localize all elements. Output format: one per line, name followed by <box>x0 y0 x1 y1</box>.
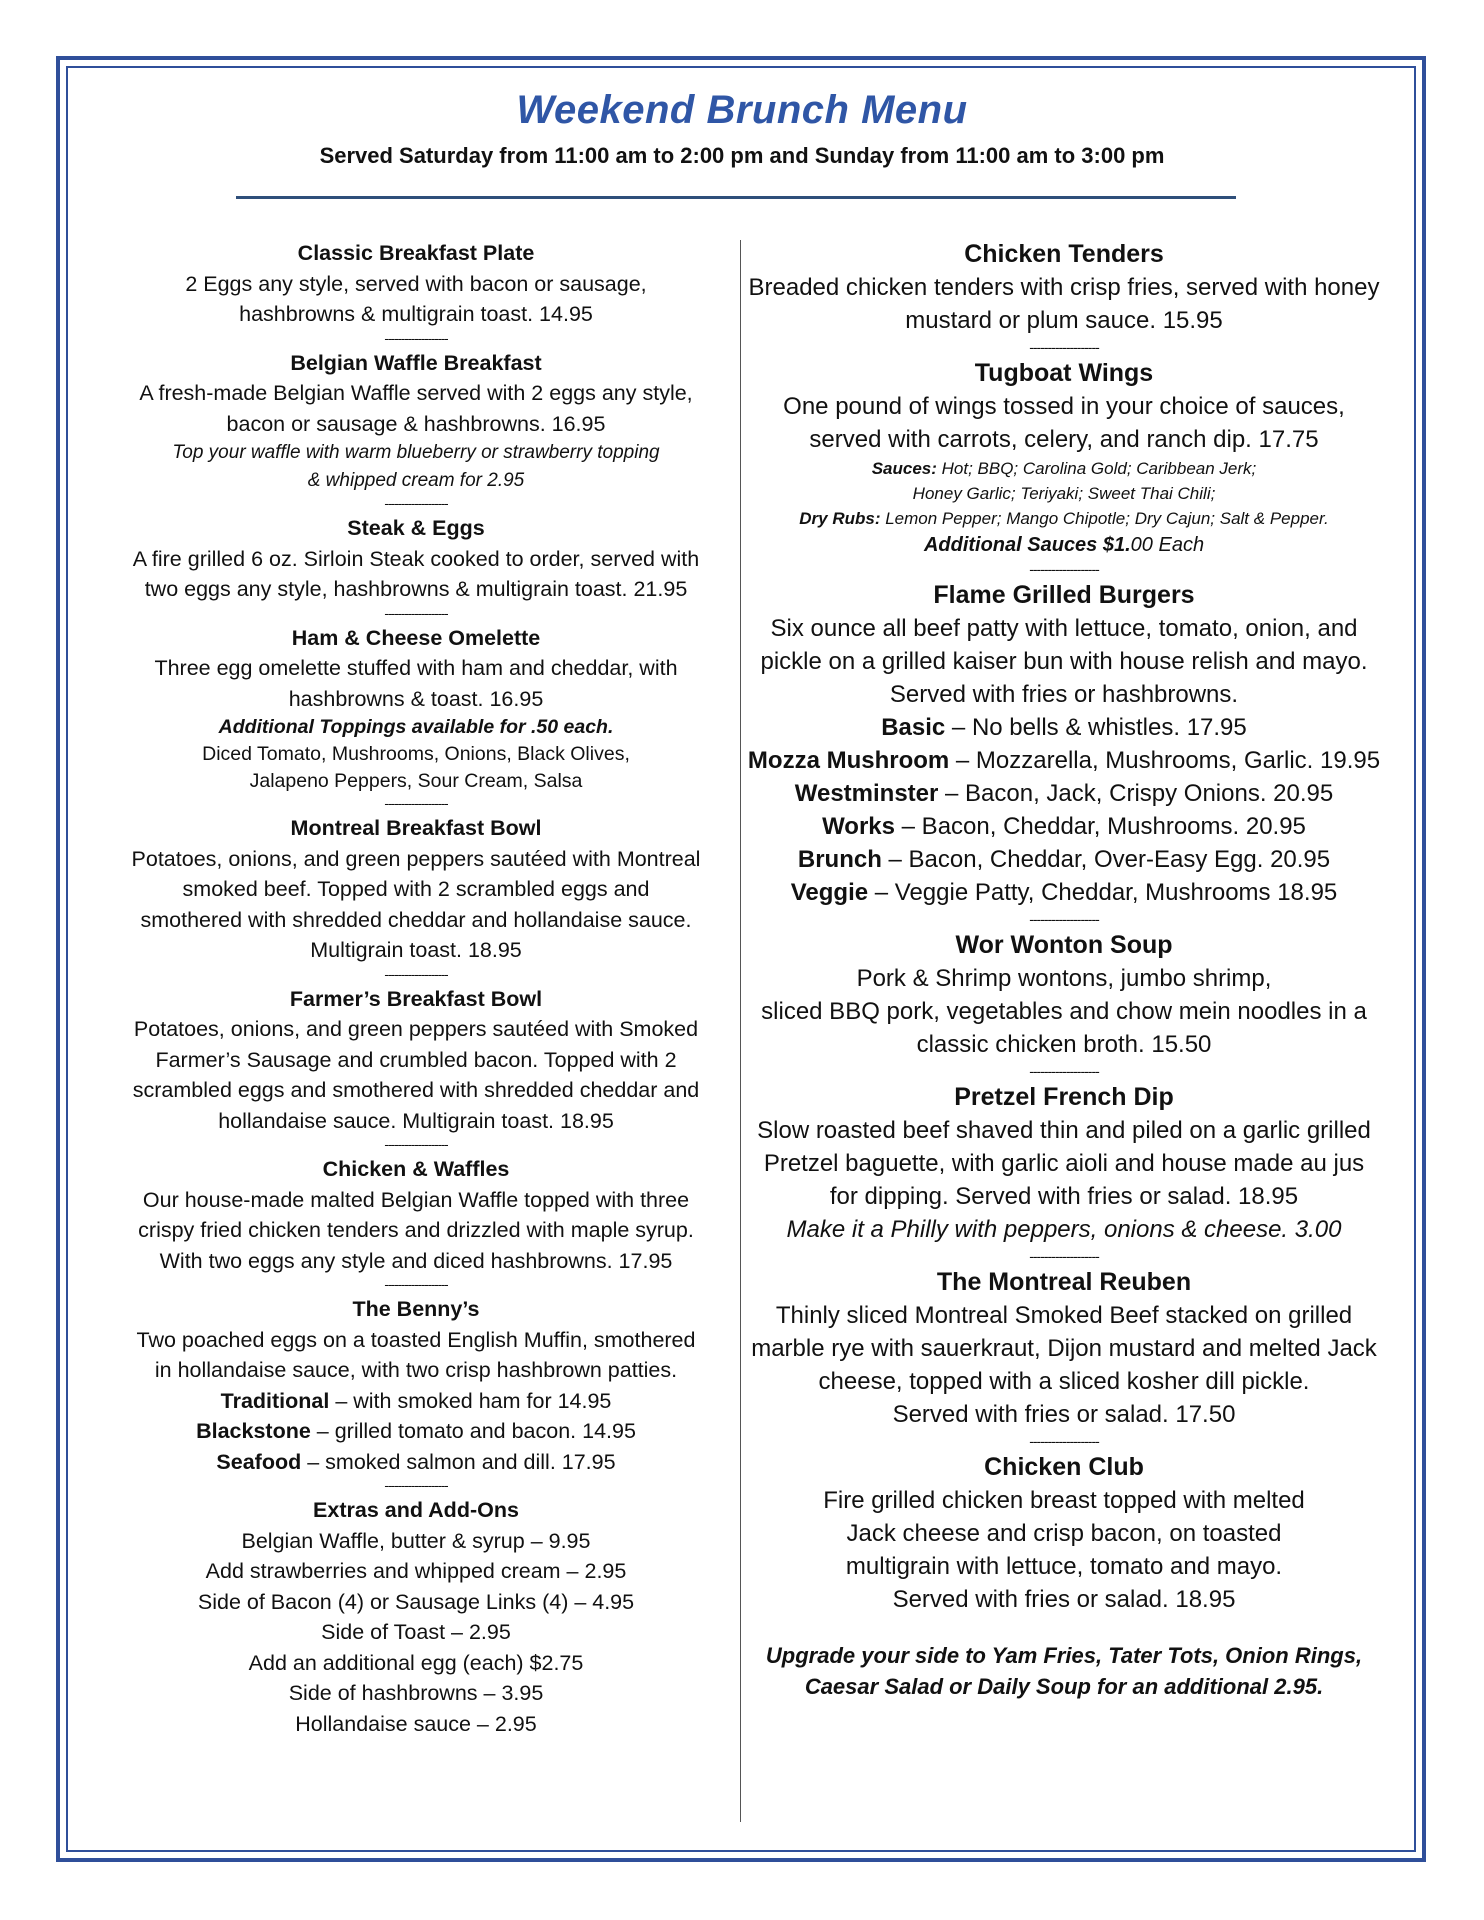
item-separator: ------------------- <box>384 1137 448 1152</box>
item-desc: A fresh-made Belgian Waffle served with 2 eggs any style, <box>139 381 693 405</box>
extra-line: Belgian Waffle, butter & syrup – 9.95 <box>241 1528 591 1553</box>
item-title: Chicken Tenders <box>964 240 1164 268</box>
item-desc: sliced BBQ pork, vegetables and chow mein noodles in a <box>761 998 1367 1025</box>
item-desc: Served with fries or hashbrowns. <box>889 681 1239 708</box>
item-desc: Two poached eggs on a toasted English Muffin, smothered <box>136 1327 696 1352</box>
option-desc: – Bacon, Cheddar, Mushrooms. 20.95 <box>895 813 1306 840</box>
option-desc: – Bacon, Jack, Crispy Onions. 20.95 <box>938 780 1334 807</box>
item-desc: Breaded chicken tenders with crisp fries, served with honey <box>748 274 1380 301</box>
burger-option <box>744 744 1384 777</box>
menu-item-pretzel-dip <box>744 1081 1384 1246</box>
sauces-list: Hot; BBQ; Carolina Gold; Caribbean Jerk; <box>936 459 1257 478</box>
upgrade-line: Caesar Salad or Daily Soup for an additional 2.95. <box>804 1674 1324 1699</box>
item-separator: ------------------- <box>384 330 448 346</box>
item-desc: Served with fries or salad. 17.50 <box>892 1401 1236 1428</box>
menu-item-tugboat-wings <box>744 357 1384 559</box>
rubs-list: Lemon Pepper; Mango Chipotle; Dry Cajun; Salt & Pepper. <box>880 509 1329 528</box>
item-desc: multigrain with lettuce, tomato and mayo. <box>845 1553 1283 1580</box>
item-separator: ------------------- <box>384 1277 448 1292</box>
item-title: Wor Wonton Soup <box>955 931 1173 959</box>
extra-line: Add an additional egg (each) $2.75 <box>248 1650 584 1675</box>
right-column <box>744 238 1384 1702</box>
item-desc: smoked beef. Topped with 2 scrambled eggs and <box>182 877 650 901</box>
option-name: Works <box>822 813 895 840</box>
benny-option <box>116 1416 716 1447</box>
menu-item-belgian-waffle <box>116 348 716 496</box>
item-desc: Multigrain toast. 18.95 <box>310 938 522 962</box>
item-desc: hashbrowns & toast. 16.95 <box>288 686 544 711</box>
option-name: Basic <box>881 714 946 741</box>
burger-option <box>744 843 1384 876</box>
additional-sauces <box>744 531 1384 559</box>
item-desc: Slow roasted beef shaved thin and piled on a garlic grilled <box>757 1117 1371 1144</box>
extra-line: Side of Toast – 2.95 <box>321 1620 511 1644</box>
item-desc: crispy fried chicken tenders and drizzled with maple syrup. <box>138 1218 694 1242</box>
item-note: & whipped cream for 2.95 <box>307 470 525 491</box>
item-desc: 2 Eggs any style, served with bacon or sausage, <box>185 271 647 296</box>
menu-item-chicken-club <box>744 1451 1384 1616</box>
menu-item-chicken-waffles <box>116 1154 716 1276</box>
item-separator: ------------------- <box>1029 911 1099 927</box>
item-desc: for dipping. Served with fries or salad. 18.95 <box>829 1183 1299 1210</box>
menu-item-montreal-bowl <box>116 813 716 966</box>
menu-item-steak-eggs <box>116 513 716 605</box>
option-name: Brunch <box>797 846 882 873</box>
item-title: Chicken & Waffles <box>322 1157 510 1181</box>
column-divider <box>740 240 741 1822</box>
item-separator: ------------------- <box>1029 1433 1099 1449</box>
item-desc: marble rye with sauerkraut, Dijon mustard and melted Jack <box>751 1335 1377 1362</box>
item-separator: ------------------- <box>384 496 448 511</box>
item-desc: Potatoes, onions, and green peppers sautéed with Smoked <box>133 1017 699 1041</box>
additional-sauces-unit: 00 Each <box>1130 534 1205 556</box>
toppings-list: Jalapeno Peppers, Sour Cream, Salsa <box>249 770 583 792</box>
option-name: Blackstone <box>196 1419 311 1443</box>
item-desc: hashbrowns & multigrain toast. 14.95 <box>239 302 593 326</box>
item-separator: ------------------- <box>384 966 448 982</box>
item-title: Tugboat Wings <box>974 359 1154 387</box>
burger-option <box>744 876 1384 909</box>
title-divider <box>236 196 1236 199</box>
item-title: Chicken Club <box>984 1453 1144 1481</box>
item-desc: hollandaise sauce. Multigrain toast. 18.95 <box>218 1108 614 1133</box>
option-name: Traditional <box>220 1388 330 1413</box>
item-desc: mustard or plum sauce. 15.95 <box>905 307 1223 334</box>
option-desc: – smoked salmon and dill. 17.95 <box>301 1449 616 1474</box>
option-desc: – grilled tomato and bacon. 14.95 <box>310 1419 636 1443</box>
item-separator: ------------------- <box>384 796 448 811</box>
item-desc: bacon or sausage & hashbrowns. 16.95 <box>226 411 606 436</box>
upgrade-line: Upgrade your side to Yam Fries, Tater Tots, Onion Rings, <box>765 1643 1363 1668</box>
upgrade-note <box>744 1640 1384 1702</box>
item-title: Pretzel French Dip <box>954 1083 1174 1111</box>
menu-title: Weekend Brunch Menu <box>516 88 968 132</box>
left-column <box>116 238 716 1739</box>
item-desc: Our house-made malted Belgian Waffle topped with three <box>142 1187 690 1212</box>
item-desc: Fire grilled chicken breast topped with melted <box>823 1487 1305 1514</box>
option-name: Westminster <box>794 780 939 807</box>
item-desc: smothered with shredded cheddar and hollandaise sauce. <box>140 907 692 932</box>
option-desc: – Mozzarella, Mushrooms, Garlic. 19.95 <box>949 747 1381 774</box>
item-note: Make it a Philly with peppers, onions & cheese. 3.00 <box>786 1216 1342 1243</box>
menu-item-omelette <box>116 623 716 796</box>
item-separator: ------------------- <box>384 605 448 621</box>
option-desc: – Veggie Patty, Cheddar, Mushrooms 18.95 <box>868 879 1338 906</box>
burger-option <box>744 777 1384 810</box>
item-desc: two eggs any style, hashbrowns & multigrain toast. 21.95 <box>144 577 688 601</box>
item-desc: Jack cheese and crisp bacon, on toasted <box>846 1520 1282 1547</box>
menu-item-chicken-tenders <box>744 238 1384 337</box>
option-desc: – Bacon, Cheddar, Over-Easy Egg. 20.95 <box>881 846 1331 873</box>
extra-line: Hollandaise sauce – 2.95 <box>295 1711 537 1736</box>
item-desc: Potatoes, onions, and green peppers sautéed with Montreal <box>131 846 701 871</box>
item-desc: One pound of wings tossed in your choice of sauces, <box>783 393 1345 420</box>
option-desc: – with smoked ham for 14.95 <box>329 1388 612 1413</box>
item-separator: ------------------- <box>1029 1063 1099 1079</box>
menu-item-wonton-soup <box>744 929 1384 1061</box>
toppings-list: Diced Tomato, Mushrooms, Onions, Black Olives, <box>202 743 630 765</box>
item-title: Extras and Add-Ons <box>313 1498 519 1522</box>
item-title: Ham & Cheese Omelette <box>291 625 541 650</box>
menu-item-classic-breakfast <box>116 238 716 330</box>
item-desc: Farmer’s Sausage and crumbled bacon. Topped with 2 <box>155 1047 677 1072</box>
item-desc: cheese, topped with a sliced kosher dill pickle. <box>818 1368 1310 1395</box>
extra-line: Side of hashbrowns – 3.95 <box>288 1681 544 1705</box>
option-desc: – No bells & whistles. 17.95 <box>945 714 1247 741</box>
item-title: Belgian Waffle Breakfast <box>290 350 542 375</box>
item-desc: scrambled eggs and smothered with shredded cheddar and <box>132 1078 700 1102</box>
item-title: Montreal Breakfast Bowl <box>290 816 542 840</box>
menu-item-benny <box>116 1294 716 1477</box>
item-desc: served with carrots, celery, and ranch dip. 17.75 <box>809 426 1319 453</box>
item-desc: Pretzel baguette, with garlic aioli and house made au jus <box>763 1150 1365 1177</box>
item-title: The Benny’s <box>352 1297 480 1321</box>
item-title: The Montreal Reuben <box>936 1268 1192 1296</box>
sauces-line <box>744 456 1384 481</box>
item-desc: With two eggs any style and diced hashbrowns. 17.95 <box>159 1248 673 1273</box>
item-desc: A fire grilled 6 oz. Sirloin Steak cooked to order, served with <box>132 546 700 571</box>
item-desc: Pork & Shrimp wontons, jumbo shrimp, <box>856 965 1272 992</box>
item-desc: pickle on a grilled kaiser bun with house relish and mayo. <box>760 648 1368 675</box>
extra-line: Side of Bacon (4) or Sausage Links (4) – 4.95 <box>197 1589 635 1614</box>
item-note: Top your waffle with warm blueberry or strawberry topping <box>172 442 660 463</box>
item-desc: Served with fries or salad. 18.95 <box>892 1586 1236 1613</box>
item-separator: ------------------- <box>1029 1248 1099 1264</box>
burger-option <box>744 711 1384 744</box>
item-separator: ------------------- <box>384 1478 448 1493</box>
item-title: Farmer’s Breakfast Bowl <box>289 986 543 1011</box>
item-title: Steak & Eggs <box>347 516 485 540</box>
option-name: Veggie <box>790 879 869 906</box>
rubs-label: Dry Rubs: <box>799 509 881 528</box>
sauces-list: Honey Garlic; Teriyaki; Sweet Thai Chili; <box>912 484 1216 503</box>
menu-hours: Served Saturday from 11:00 am to 2:00 pm and Sunday from 11:00 am to 3:00 pm <box>319 143 1165 168</box>
item-title: Classic Breakfast Plate <box>297 241 535 265</box>
extra-line: Add strawberries and whipped cream – 2.95 <box>205 1559 627 1583</box>
item-desc: classic chicken broth. 15.50 <box>916 1031 1212 1058</box>
toppings-title: Additional Toppings available for .50 each. <box>218 716 614 738</box>
sauces-label: Sauces: <box>871 459 937 478</box>
item-desc: Six ounce all beef patty with lettuce, tomato, onion, and <box>770 615 1358 642</box>
burger-option <box>744 810 1384 843</box>
menu-item-burgers <box>744 579 1384 909</box>
rubs-line <box>744 506 1384 531</box>
item-separator: ------------------- <box>1029 561 1099 577</box>
item-title: Flame Grilled Burgers <box>933 581 1195 609</box>
menu-item-extras <box>116 1495 716 1739</box>
additional-sauces-price: Additional Sauces $1. <box>923 534 1131 556</box>
benny-option <box>116 1447 716 1478</box>
option-name: Seafood <box>216 1449 302 1474</box>
item-desc: Three egg omelette stuffed with ham and cheddar, with <box>154 656 678 680</box>
item-separator: ------------------- <box>1029 339 1099 355</box>
option-name: Mozza Mushroom <box>747 747 950 774</box>
menu-item-montreal-reuben <box>744 1266 1384 1431</box>
benny-option <box>116 1386 716 1417</box>
menu-item-farmer-bowl <box>116 984 716 1137</box>
item-desc: Thinly sliced Montreal Smoked Beef stacked on grilled <box>775 1302 1353 1329</box>
item-desc: in hollandaise sauce, with two crisp hashbrown patties. <box>154 1358 678 1382</box>
